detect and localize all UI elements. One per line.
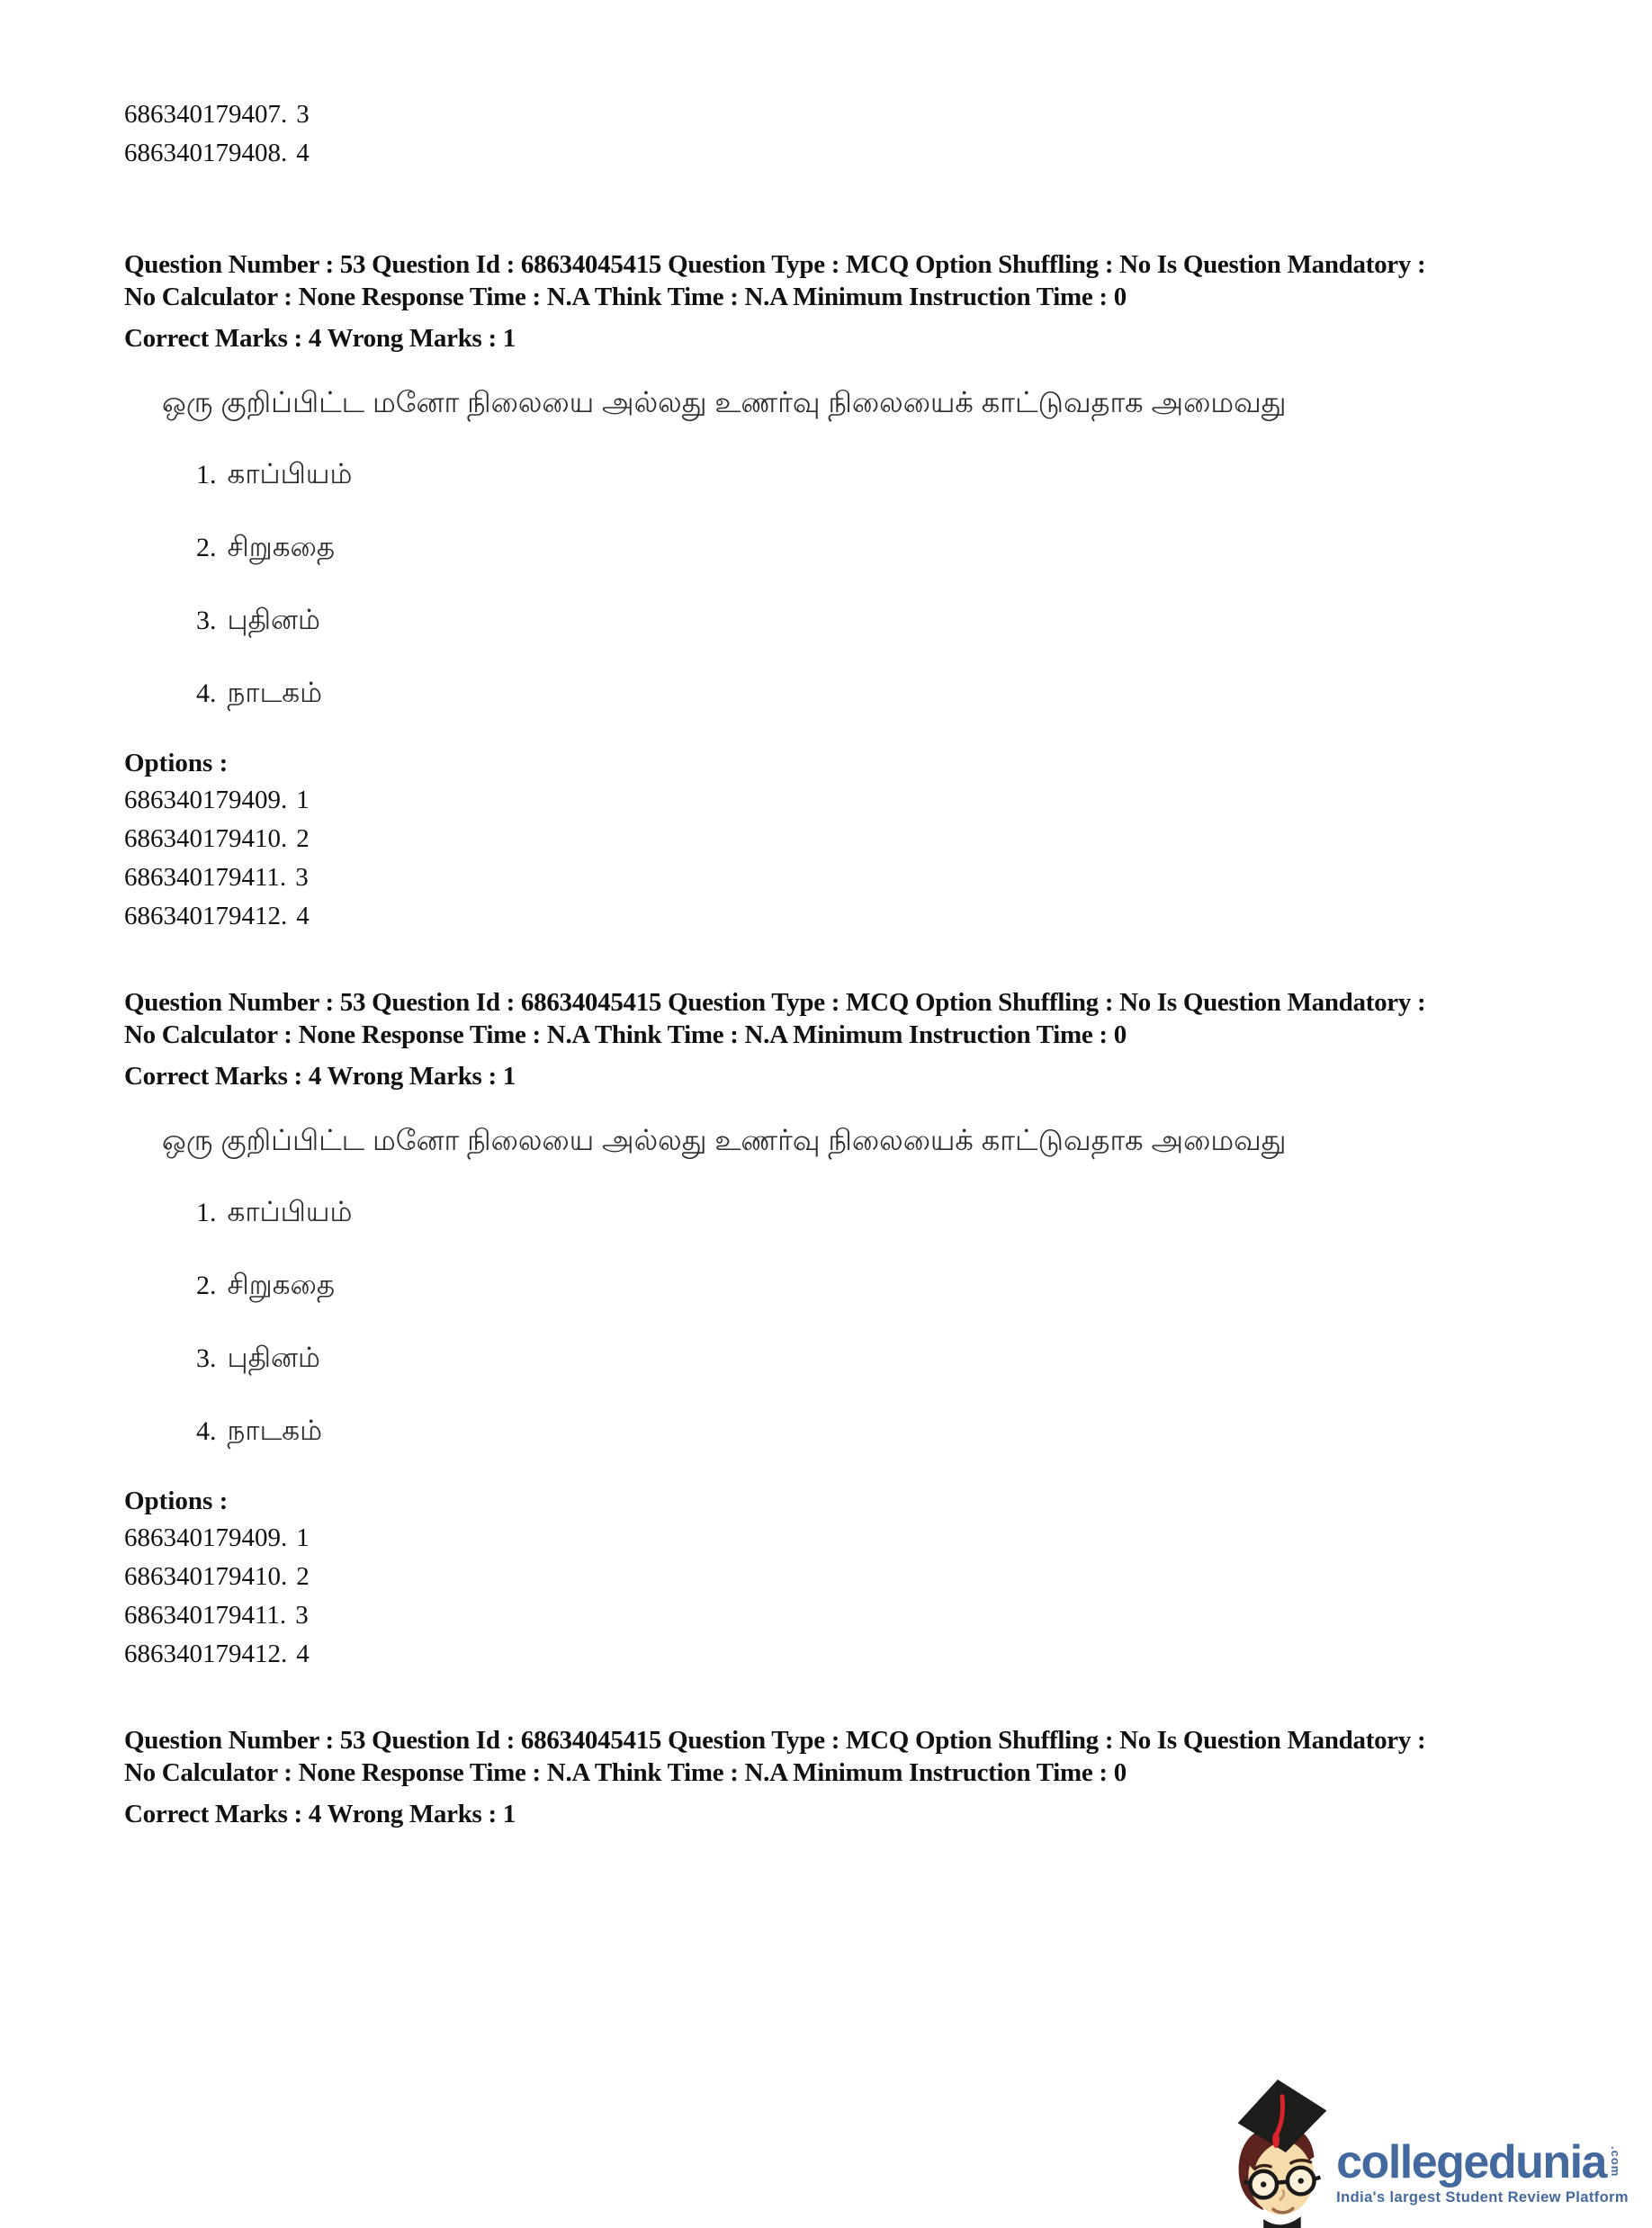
choice-item-2 <box>196 1264 1598 1307</box>
question-meta-line2: No Calculator : None Response Time : N.A Think Time : N.A Minimum Instruction Time : 0 <box>124 1758 1127 1787</box>
option-id-list <box>124 781 1598 936</box>
option-value: 3 <box>295 863 309 892</box>
option-value: 2 <box>296 824 310 853</box>
choice-label: புதினம் <box>227 1342 320 1373</box>
choice-item-2 <box>196 526 1598 569</box>
choice-item-3 <box>196 599 1598 642</box>
choice-label: சிறுகதை <box>227 531 336 562</box>
question-meta-line2: No Calculator : None Response Time : N.A Think Time : N.A Minimum Instruction Time : 0 <box>124 1020 1127 1049</box>
collegedunia-tagline: India's largest Student Review Platform <box>1336 2189 1629 2206</box>
option-id-line <box>124 134 1598 173</box>
question-meta <box>124 986 1598 1051</box>
option-id: 686340179409. <box>124 1523 288 1552</box>
option-value: 1 <box>296 1523 310 1552</box>
collegedunia-logo-text <box>1336 2136 1629 2228</box>
question-marks: Correct Marks : 4 Wrong Marks : 1 <box>124 324 516 353</box>
choice-item-3 <box>196 1337 1598 1379</box>
question-meta-line2: No Calculator : None Response Time : N.A Think Time : N.A Minimum Instruction Time : 0 <box>124 283 1127 311</box>
option-id-line <box>124 858 1598 897</box>
choice-list <box>124 1191 1598 1452</box>
option-id-line <box>124 781 1598 820</box>
option-value: 4 <box>296 139 310 167</box>
choice-label: காப்பியம் <box>227 1196 353 1227</box>
choice-label: நாடகம் <box>227 1415 323 1446</box>
previous-question-option-ids <box>124 95 1598 173</box>
choice-item-1 <box>196 1191 1598 1234</box>
collegedunia-mascot-icon <box>1230 2077 1331 2228</box>
choice-number: 3. <box>196 606 217 635</box>
option-id-line <box>124 1519 1598 1558</box>
collegedunia-wordmark: collegedunia <box>1336 2136 1606 2188</box>
choice-item-1 <box>196 454 1598 496</box>
question-meta-line1: Question Number : 53 Question Id : 68634045415 Question Type : MCQ Option Shuffling : No Is Question Mandatory : <box>124 1726 1426 1755</box>
option-id-line <box>124 95 1598 134</box>
question-marks: Correct Marks : 4 Wrong Marks : 1 <box>124 1062 516 1091</box>
option-id: 686340179411. <box>124 1601 287 1630</box>
question-block-2 <box>124 986 1598 1674</box>
options-heading: Options : <box>124 1487 229 1515</box>
choice-number: 3. <box>196 1343 217 1373</box>
choice-number: 4. <box>196 678 217 708</box>
question-text-tamil: ஒரு குறிப்பிட்ட மனோ நிலையை அல்லது உணர்வு நிலையைக் காட்டுவதாக அமைவது <box>162 1124 1287 1156</box>
option-id-line <box>124 1596 1598 1635</box>
option-value: 4 <box>296 1640 310 1668</box>
question-meta-line1: Question Number : 53 Question Id : 68634045415 Question Type : MCQ Option Shuffling : No Is Question Mandatory : <box>124 250 1426 279</box>
choice-number: 4. <box>196 1416 217 1446</box>
choice-label: சிறுகதை <box>227 1269 336 1300</box>
choice-label: நாடகம் <box>227 677 323 708</box>
option-id-line <box>124 1635 1598 1674</box>
collegedunia-tld: .com <box>1608 2146 1622 2178</box>
question-block-3 <box>124 1724 1598 1830</box>
option-id: 686340179409. <box>124 786 288 814</box>
option-id: 686340179407. <box>124 100 288 129</box>
option-id-line <box>124 820 1598 858</box>
option-id: 686340179410. <box>124 1562 288 1591</box>
choice-number: 2. <box>196 533 217 562</box>
choice-number: 1. <box>196 1198 217 1227</box>
option-id-line <box>124 897 1598 936</box>
options-heading: Options : <box>124 749 229 777</box>
choice-number: 2. <box>196 1271 217 1300</box>
question-marks: Correct Marks : 4 Wrong Marks : 1 <box>124 1800 516 1828</box>
choice-label: காப்பியம் <box>227 458 353 490</box>
question-meta <box>124 248 1598 313</box>
choice-label: புதினம் <box>227 604 320 635</box>
question-meta-line1: Question Number : 53 Question Id : 68634045415 Question Type : MCQ Option Shuffling : No Is Question Mandatory : <box>124 988 1426 1017</box>
option-value: 3 <box>296 100 310 129</box>
collegedunia-logo <box>1230 2077 1629 2228</box>
option-id: 686340179412. <box>124 1640 288 1668</box>
option-value: 4 <box>296 902 310 930</box>
option-id: 686340179408. <box>124 139 288 167</box>
choice-list <box>124 454 1598 714</box>
option-id: 686340179412. <box>124 902 288 930</box>
question-text-tamil: ஒரு குறிப்பிட்ட மனோ நிலையை அல்லது உணர்வு நிலையைக் காட்டுவதாக அமைவது <box>162 386 1287 418</box>
choice-number: 1. <box>196 460 217 490</box>
question-block-1 <box>124 248 1598 936</box>
option-value: 3 <box>295 1601 309 1630</box>
option-id-line <box>124 1558 1598 1596</box>
question-meta <box>124 1724 1598 1789</box>
choice-item-4 <box>196 672 1598 714</box>
option-value: 1 <box>296 786 310 814</box>
option-value: 2 <box>296 1562 310 1591</box>
choice-item-4 <box>196 1410 1598 1452</box>
option-id: 686340179411. <box>124 863 287 892</box>
option-id-list <box>124 1519 1598 1674</box>
option-id: 686340179410. <box>124 824 288 853</box>
